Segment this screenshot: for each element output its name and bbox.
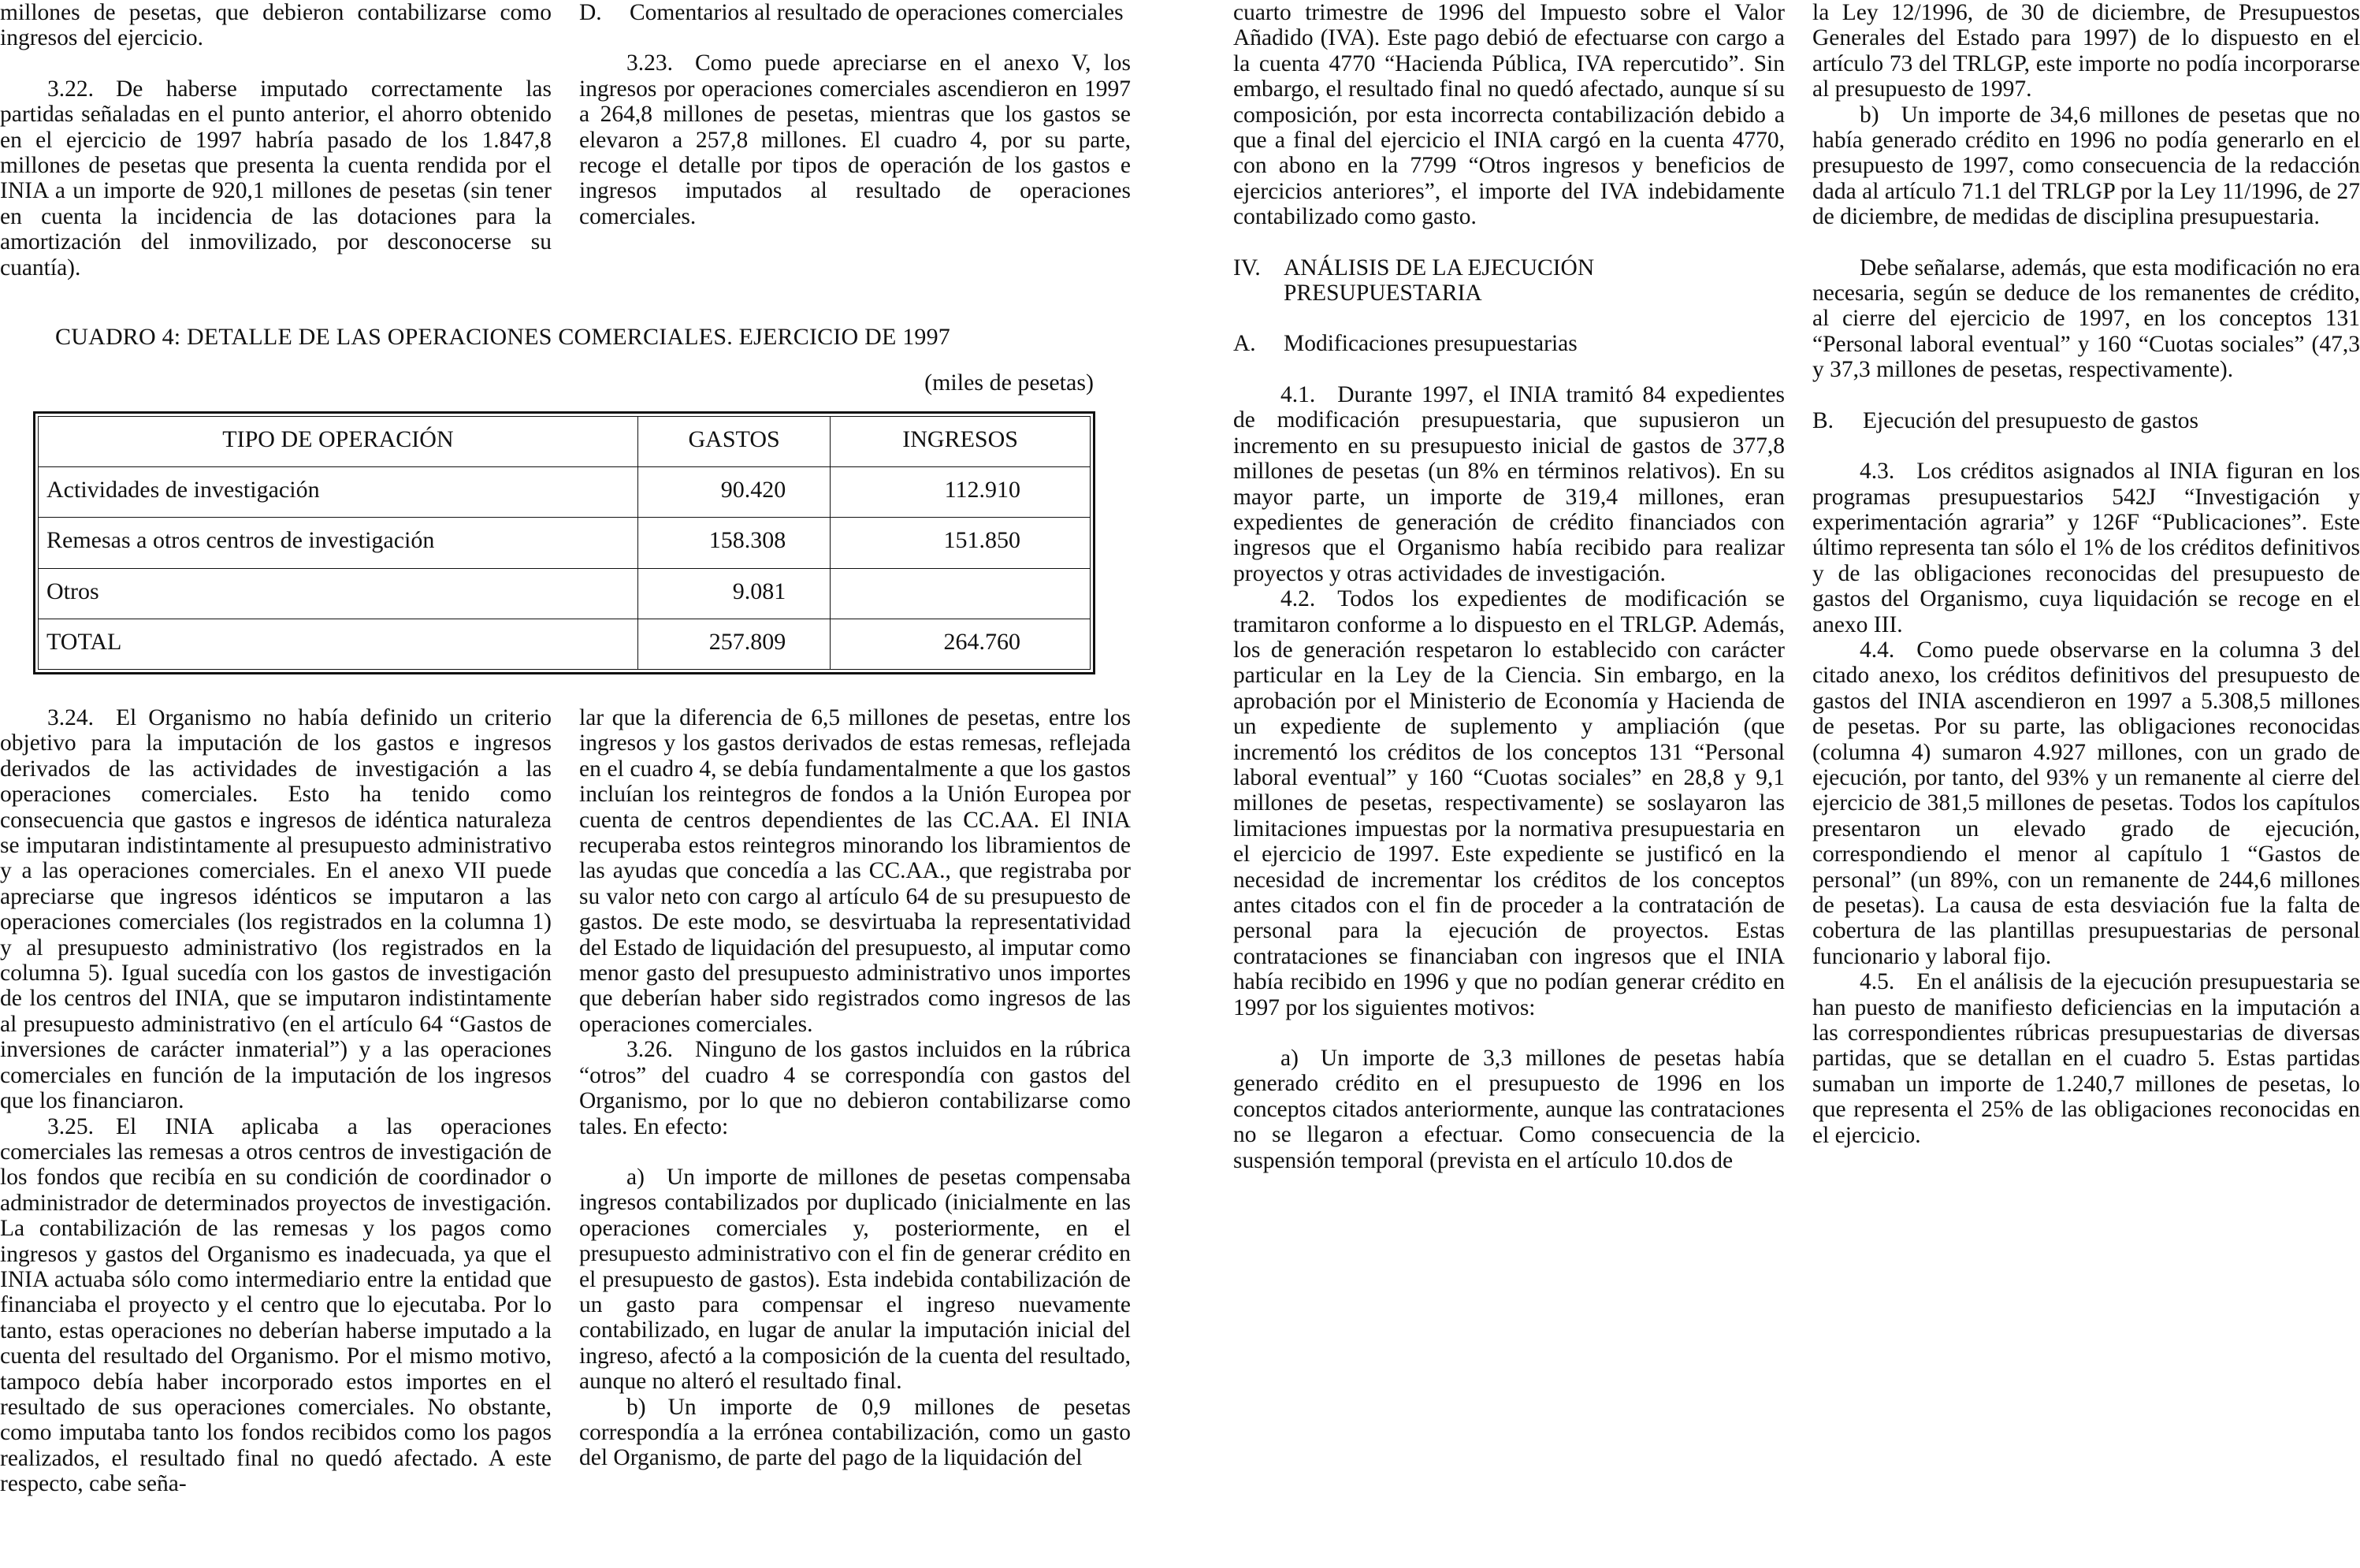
cell-total-label: TOTAL bbox=[39, 619, 638, 669]
table-header-row bbox=[39, 417, 1091, 467]
table-title: CUADRO 4: DETALLE DE LAS OPERACIONES COMERCIALES. EJERCICIO DE 1997 bbox=[55, 324, 950, 350]
table-total-row bbox=[39, 619, 1091, 669]
paragraph-number: 3.23. bbox=[626, 50, 673, 76]
cell-total-ingresos: 264.760 bbox=[831, 619, 1091, 669]
paragraph-3-26 bbox=[579, 1037, 1131, 1139]
column-2-bottom bbox=[579, 705, 1131, 1471]
paragraph-text: El Organismo no había definido un criterio objetivo para la imputación de los gastos e ingresos derivados de las actividades de investigación a las operaciones comerciales. Esto ha tenido como consecuencia que gastos e ingresos de idéntica naturaleza se imputaran indistintamente al presupuesto administrativo y a las operaciones comerciales. En el anexo VII puede apreciarse que ingresos idénticos se imputaron a las operaciones comerciales (los registrados en la columna 1) y al presupuesto administrativo (los registrados en la columna 5). Igual sucedía con los gastos de investigación de los centros del INIA, que se imputaron indistintamente al presupuesto administrativo (en el artículo 64 “Gastos de inversiones de carácter inmaterial”) y a las operaciones comerciales en función de la imputación de los ingresos que los financiaron. bbox=[0, 705, 552, 1114]
list-item-b bbox=[1812, 102, 2360, 230]
section-heading-iv bbox=[1233, 255, 1785, 307]
heading-number: B. bbox=[1812, 407, 1834, 433]
paragraph-number: 4.1. bbox=[1280, 381, 1316, 407]
paragraph-number: 3.22. bbox=[47, 76, 94, 102]
paragraph-continuation: millones de pesetas, que debieron contabilizarse como ingresos del ejercicio. bbox=[0, 0, 552, 51]
heading-text: ANÁLISIS DE LA EJECUCIÓN PRESUPUESTARIA bbox=[1284, 255, 1595, 307]
paragraph-4-1 bbox=[1233, 382, 1785, 586]
table-row bbox=[39, 568, 1091, 619]
list-text: Un importe de 3,3 millones de pesetas había generado crédito en el presupuesto de 1996 en los conceptos citados anteriormente, aunque las contrataciones no se llegaron a efectuar. Como consecuencia de la suspensión temporal (prevista en el artículo 10.dos de bbox=[1233, 1046, 1785, 1173]
header-gastos: GASTOS bbox=[637, 417, 830, 467]
heading-text: Ejecución del presupuesto de gastos bbox=[1863, 407, 2198, 433]
heading-number: D. bbox=[579, 0, 602, 25]
paragraph-text: Los créditos asignados al INIA figuran en los programas presupuestarios 542J “Investigación y experimentación agraria” y 126F “Publicaciones”. Este último representa tan sólo el 1% de los créditos definitivos y de las obligaciones reconocidas del presupuesto de gastos del Organismo, cuya liquidación se recoge en el anexo III. bbox=[1812, 459, 2360, 637]
header-ingresos: INGRESOS bbox=[831, 417, 1091, 467]
column-1-top bbox=[0, 0, 552, 281]
paragraph-4-4 bbox=[1812, 637, 2360, 969]
paragraph-3-23 bbox=[579, 50, 1131, 229]
heading-number: IV. bbox=[1233, 255, 1261, 281]
list-text: Un importe de 0,9 millones de pesetas correspondía a la errónea contabilización, como un gasto del Organismo, de parte del pago de la liquidación del bbox=[579, 1394, 1131, 1471]
section-heading-d bbox=[579, 0, 1131, 25]
list-marker: b) bbox=[626, 1394, 646, 1420]
table-row bbox=[39, 518, 1091, 568]
subsection-heading-a bbox=[1233, 331, 1785, 356]
paragraph-4-5 bbox=[1812, 969, 2360, 1148]
paragraph-debe: Debe señalarse, además, que esta modificación no era necesaria, según se deduce de los remanentes de crédito, al cierre del ejercicio de 1997, en los conceptos 131 “Personal laboral eventual” y 160 “Cuotas sociales” (47,3 y 37,3 millones de pesetas, respectivamente). bbox=[1812, 255, 2360, 383]
heading-number: A. bbox=[1233, 331, 1256, 357]
paragraph-text: El INIA aplicaba a las operaciones comerciales las remesas a otros centros de investigación de los fondos que recibía en su condición de coordinador o administrador de determinados proyectos de investigación. La contabilización de las remesas y los pagos como ingresos y gastos del Organismo es inadecuada, ya que el INIA actuaba sólo como intermediario entre la entidad que financiaba el proyecto y el centro que lo ejecutaba. Por lo tanto, estas operaciones no deberían haberse imputado a la cuenta del resultado del Organismo. Por el mismo motivo, tampoco debía haber incorporado estos importes en el resultado de sus operaciones comerciales. No obstante, como imputaba tanto los fondos recibidos como los pagos realizados, el resultado final no quedó afectado. A este respecto, cabe seña- bbox=[0, 1113, 552, 1497]
paragraph-text: En el análisis de la ejecución presupuestaria se han puesto de manifiesto deficiencias en la imputación a las correspondientes rúbricas presupuestarias de diversas partidas, que se detallan en el cuadro 5. Estas partidas sumaban un importe de 1.240,7 millones de pesetas, lo que representa el 25% de las obligaciones reconocidas en el ejercicio. bbox=[1812, 969, 2360, 1148]
paragraph-text: Ninguno de los gastos incluidos en la rúbrica “otros” del cuadro 4 se correspondía con gastos del Organismo, por lo que no debieron contabilizarse como tales. En efecto: bbox=[579, 1037, 1131, 1139]
heading-text: Comentarios al resultado de operaciones comerciales bbox=[630, 0, 1124, 25]
paragraph-number: 4.2. bbox=[1280, 586, 1316, 612]
paragraph-text: Como puede apreciarse en el anexo V, los ingresos por operaciones comerciales ascendieron en 1997 a 264,8 millones de pesetas, mientras que los gastos se elevaron a 257,8 millones. El cuadro 4, por su parte, recoge el detalle por tipos de operación de los gastos e ingresos imputados al resultado de operaciones comerciales. bbox=[579, 50, 1131, 229]
list-text: Un importe de 34,6 millones de pesetas que no había generado crédito en 1996 no podía generarlo en el presupuesto de 1997, como consecuencia de la redacción dada al artículo 71.1 del TRLGP por la Ley 11/1996, de 27 de diciembre, de medidas de disciplina presupuestaria. bbox=[1812, 102, 2360, 230]
paragraph-text: Durante 1997, el INIA tramitó 84 expedientes de modificación presupuestaria, que supusieron un incremento en su presupuesto inicial de gastos de 377,8 millones de pesetas (un 8% en términos relativos). En su mayor parte, un importe de 319,4 millones, eran expedientes de generación de crédito financiados con ingresos que el Organismo había recibido para realizar proyectos y otras actividades de investigación. bbox=[1233, 381, 1785, 586]
list-marker: a) bbox=[1280, 1046, 1299, 1072]
cell-gastos: 90.420 bbox=[637, 467, 830, 518]
paragraph-number: 4.4. bbox=[1860, 637, 1895, 663]
column-1-bottom bbox=[0, 705, 552, 1497]
header-tipo: TIPO DE OPERACIÓN bbox=[39, 417, 638, 467]
cell-ingresos: 151.850 bbox=[831, 518, 1091, 568]
subsection-heading-b bbox=[1812, 408, 2360, 433]
cell-gastos: 158.308 bbox=[637, 518, 830, 568]
column-3 bbox=[1233, 0, 1785, 1173]
table-row bbox=[39, 467, 1091, 518]
paragraph-3-22 bbox=[0, 76, 552, 281]
paragraph-number: 3.26. bbox=[626, 1037, 673, 1063]
paragraph-text: De haberse imputado correctamente las partidas señaladas en el punto anterior, el ahorro obtenido en el ejercicio de 1997 habría pasado de los 1.847,8 millones de pesetas que presenta la cuenta rendida por el INIA a un importe de 920,1 millones de pesetas (sin tener en cuenta la incidencia de las dotaciones para la amortización del inmovilizado, por desconocerse su cuantía). bbox=[0, 76, 552, 281]
paragraph-3-25 bbox=[0, 1114, 552, 1497]
paragraph-continuation: lar que la diferencia de 6,5 millones de pesetas, entre los ingresos y los gastos derivados de estas remesas, reflejada en el cuadro 4, se debía fundamentalmente a que los gastos incluían los reintegros de fondos a la Unión Europea por cuenta de centros dependientes de las CC.AA. El INIA recuperaba estos reintegros minorando los libramientos de las ayudas que concedía a las CC.AA., que registraba por su valor neto con cargo al artículo 64 de su presupuesto de gastos. De este modo, se desvirtuaba la representatividad del Estado de liquidación del presupuesto, al imputar como menor gasto del presupuesto administrativo unos importes que deberían haber sido registrados como ingresos de las operaciones comerciales. bbox=[579, 705, 1131, 1037]
paragraph-continuation: cuarto trimestre de 1996 del Impuesto sobre el Valor Añadido (IVA). Este pago debió de efectuarse con cargo a la cuenta 4770 “Hacienda Pública, IVA repercutido”. Sin embargo, el resultado final no quedó afectado, aunque sí su composición, por esta incorrecta contabilización debido a que a final del ejercicio el INIA cargó en la cuenta 4770, con abono en la 7799 “Otros ingresos y beneficios de ejercicios anteriores”, el importe del IVA indebidamente contabilizado como gasto. bbox=[1233, 0, 1785, 230]
list-text: Un importe de millones de pesetas compensaba ingresos contabilizados por duplicado (inicialmente en las operaciones comerciales y, posteriormente, en el presupuesto administrativo con el fin de generar crédito en el presupuesto de gastos). Esta indebida contabilización de un gasto para compensar el ingreso nuevamente contabilizado, en lugar de anular la imputación inicial del ingreso, afectó a la composición de la cuenta del resultado, aunque no alteró el resultado final. bbox=[579, 1164, 1131, 1395]
cell-gastos: 9.081 bbox=[637, 568, 830, 619]
paragraph-number: 3.24. bbox=[47, 705, 94, 730]
table-units: (miles de pesetas) bbox=[924, 370, 1094, 396]
paragraph-4-2 bbox=[1233, 586, 1785, 1020]
list-item-a bbox=[1233, 1046, 1785, 1173]
cell-ingresos: 112.910 bbox=[831, 467, 1091, 518]
paragraph-number: 3.25. bbox=[47, 1113, 94, 1139]
paragraph-3-24 bbox=[0, 705, 552, 1114]
paragraph-continuation: la Ley 12/1996, de 30 de diciembre, de Presupuestos Generales del Estado para 1997) de lo dispuesto en el artículo 73 del TRLGP, este importe no podía incorporarse al presupuesto de 1997. bbox=[1812, 0, 2360, 102]
cell-total-gastos: 257.809 bbox=[637, 619, 830, 669]
column-2-top bbox=[579, 0, 1131, 229]
list-item-a bbox=[579, 1165, 1131, 1395]
list-item-b bbox=[579, 1395, 1131, 1471]
paragraph-4-3 bbox=[1812, 459, 2360, 637]
cell-tipo: Remesas a otros centros de investigación bbox=[39, 518, 638, 568]
cell-tipo: Otros bbox=[39, 568, 638, 619]
list-marker: b) bbox=[1860, 102, 1879, 128]
heading-text: Modificaciones presupuestarias bbox=[1284, 331, 1578, 357]
cell-tipo: Actividades de investigación bbox=[39, 467, 638, 518]
paragraph-text: Todos los expedientes de modificación se tramitaron conforme a lo dispuesto en el TRLGP. Además, los de generación respetaron lo establecido con carácter particular en la Ley de la Ciencia. Sin embargo, en la aprobación por el Ministerio de Economía y Hacienda de un expediente de suplemento y ampliación (que incrementó los créditos de los conceptos 131 “Personal laboral eventual” y 160 “Cuotas sociales” en 28,8 y 9,1 millones de pesetas, respectivamente) se soslayaron las limitaciones impuestas por la normativa presupuestaria en el ejercicio de 1997. Este expediente se justificó en la necesidad de incrementar los créditos de los conceptos antes citados con el fin de proceder a la contratación de personal para la ejecución de proyectos. Estas contrataciones se financiaban con ingresos que el INIA había recibido en 1996 y que no podían generar crédito en 1997 por los siguientes motivos: bbox=[1233, 586, 1785, 1020]
cell-ingresos bbox=[831, 568, 1091, 619]
list-marker: a) bbox=[626, 1164, 645, 1190]
paragraph-text: Como puede observarse en la columna 3 del citado anexo, los créditos definitivos del presupuesto de gastos del INIA ascendieron en 1997 a 5.308,5 millones de pesetas. Por su parte, las obligaciones reconocidas (columna 4) sumaron 4.927 millones, con un grado de ejecución, por tanto, del 93% y un remanente al cierre del ejercicio de 381,5 millones de pesetas. Todos los capítulos presentaron un elevado grado de ejecución, correspondiendo el menor al capítulo 1 “Gastos de personal” (un 89%, con un remanente de 244,6 millones de pesetas). La causa de esta desviación fue la falta de cobertura de las plantillas presupuestarias de personal funcionario y laboral fijo. bbox=[1812, 637, 2360, 969]
column-4 bbox=[1812, 0, 2360, 1148]
cuadro-4-table bbox=[33, 411, 1095, 674]
paragraph-number: 4.3. bbox=[1860, 459, 1895, 485]
paragraph-number: 4.5. bbox=[1860, 969, 1895, 995]
